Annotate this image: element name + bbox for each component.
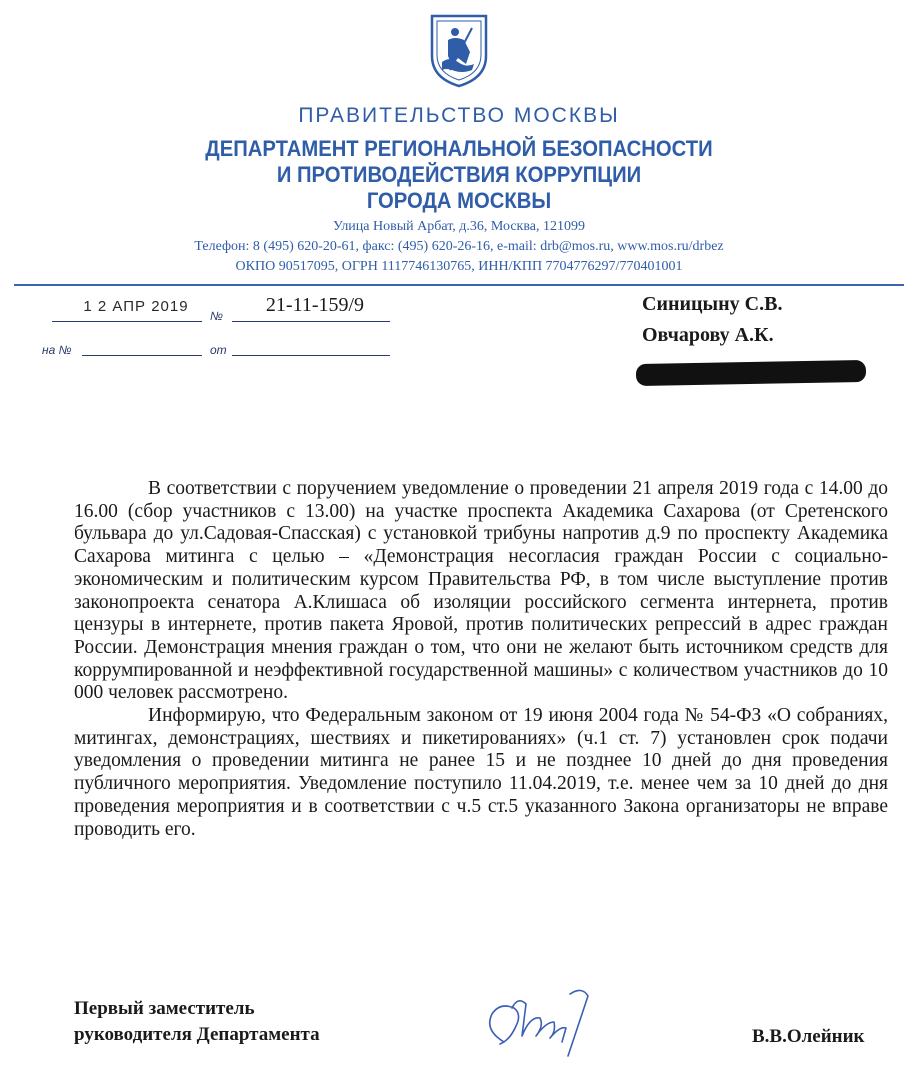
department-name-line-3: ГОРОДА МОСКВЫ: [366, 188, 552, 213]
reply-from-underline: [232, 355, 390, 356]
registration-number-label: №: [210, 309, 223, 323]
signatory-title-line-1: Первый заместитель: [74, 998, 255, 1019]
number-underline: [232, 321, 390, 322]
reply-from-label: от: [210, 343, 227, 357]
body-paragraph-1: В соответствии с поручением уведомление о проведении 21 апреля 2019 года с 14.00 до 16.00 (сбор участников с 13.00) на участке проспекта Академика Сахарова (от Сретенского бульвара до ул.Садовая-Спасская) с установкой трибуны напротив д.9 по проспекту Академика Сахарова митинга с целью – «Демонстрация несогласия граждан России с социально-экономическим и политическим курсом Правительства РФ, в том числе выступление против законопроекта сенатора А.Клишаса об изоляции российского сегмента интернета, против цензуры в интернете, против пакета Яровой, против политических репрессий в адрес граждан России. Демонстрация мнения граждан о том, что они не желают быть источником средств для коррумпированной и неэффективной государственной машины» с количеством участников до 10 000 человек рассмотрено.: [74, 478, 888, 704]
department-name-line-2: И ПРОТИВОДЕЙСТВИЯ КОРРУПЦИИ: [276, 162, 642, 187]
reply-to-label: на №: [42, 343, 72, 357]
body-paragraph-2: Информирую, что Федеральным законом от 19 июня 2004 года № 54-ФЗ «О собраниях, митингах, демонстрациях, шествиях и пикетированиях» (ч.1 ст. 7) установлен срок подачи уведомления о проведении митинга не ранее 15 и не позднее 10 дней до дня проведения публичного мероприятия. Уведомление поступило 11.04.2019, т.е. менее чем за 10 дней до дня проведения мероприятия и в соответствии с ч.5 ст.5 указанного Закона организаторы не вправе проводить его.: [74, 705, 888, 840]
registration-date-stamp: 1 2 АПР 2019: [83, 298, 189, 315]
department-name-line-1: ДЕПАРТАМЕНТ РЕГИОНАЛЬНОЙ БЕЗОПАСНОСТИ: [205, 136, 713, 161]
handwritten-signature: [470, 986, 620, 1060]
department-contacts: Телефон: 8 (495) 620-20-61, факс: (495) 620-26-16, e-mail: drb@mos.ru, www.mos.ru/drbez: [194, 239, 724, 254]
registration-number: 21-11-159/9: [265, 294, 365, 316]
recipient-1: Синицыну С.В.: [642, 293, 783, 315]
redaction-bar: [636, 360, 866, 386]
letterhead-divider: [14, 284, 904, 286]
letter-body: [74, 478, 888, 841]
signatory-title-line-2: руководителя Департамента: [74, 1024, 320, 1045]
department-address: Улица Новый Арбат, д.36, Москва, 121099: [332, 219, 585, 234]
signatory-name: В.В.Олейник: [752, 1026, 865, 1047]
reply-to-underline: [82, 355, 202, 356]
moscow-coat-of-arms-icon: [428, 12, 490, 90]
government-title: ПРАВИТЕЛЬСТВО МОСКВЫ: [298, 104, 620, 127]
recipient-2: Овчарову А.К.: [642, 324, 774, 346]
date-underline: [52, 321, 202, 322]
department-codes: ОКПО 90517095, ОГРН 1117746130765, ИНН/КПП 7704776297/770401001: [235, 259, 683, 274]
